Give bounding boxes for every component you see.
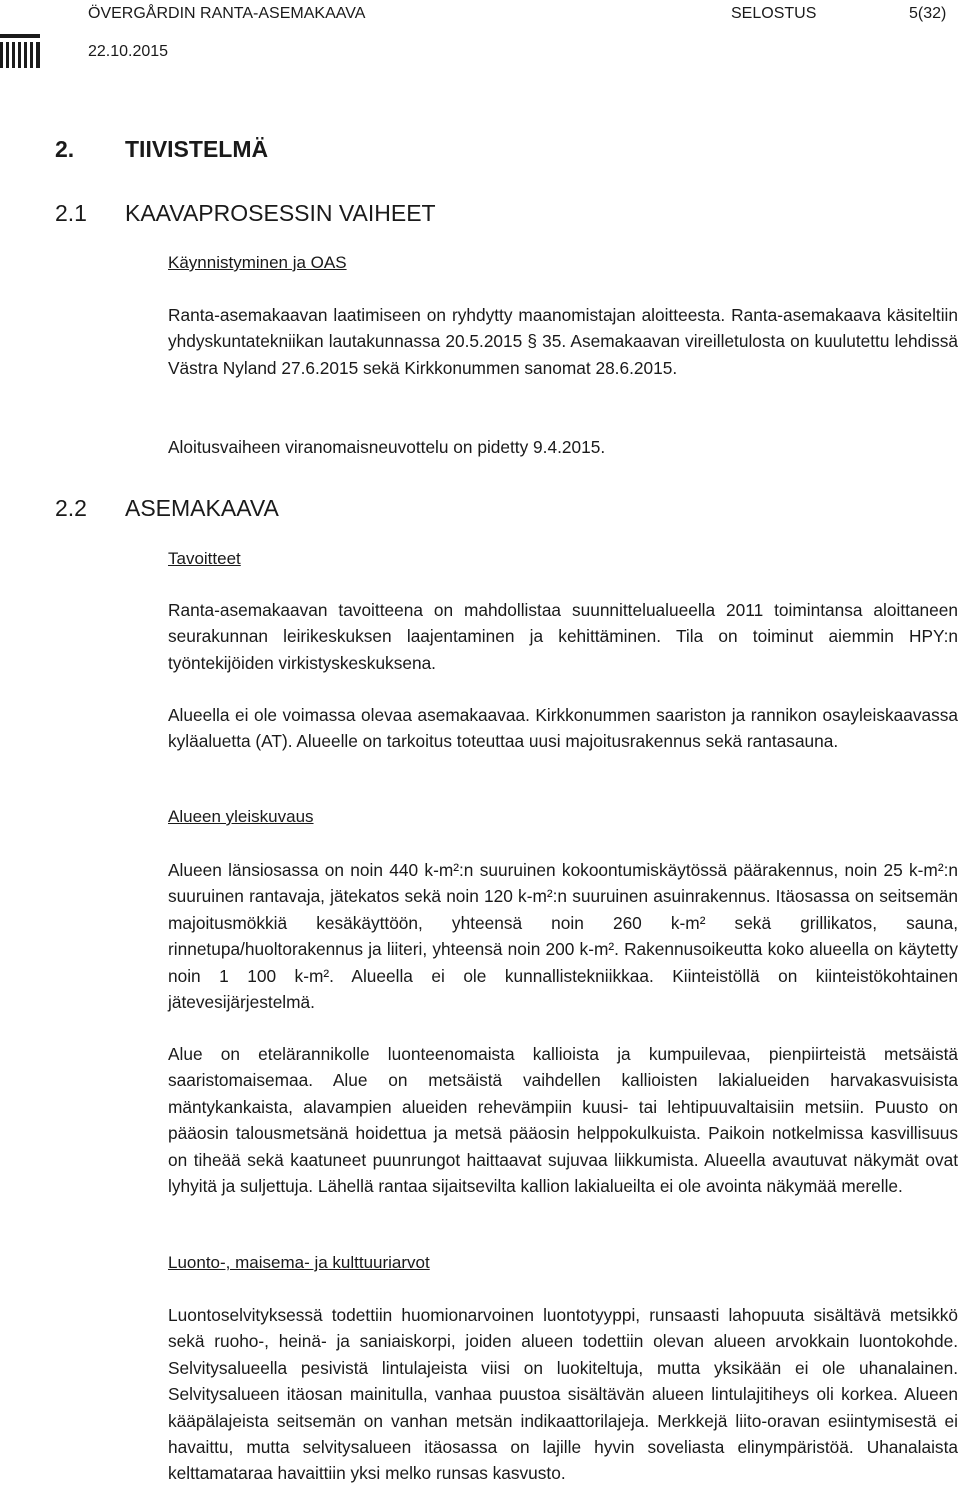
paragraph-yleiskuvaus-2: Alue on etelärannikolle luonteenomaista kallioista ja kumpuilevaa, pienpiirteistä metsäistä saaristomaisemaa. Alue on metsäistä vaihdellen kallioisten lakialueiden harvakasvuisista mäntykankaista, alavampien alueiden rehevämpiin kuusi- tai lehtipuuvaltaisiin metsiin. Puusto on pääosin talousmetsänä hoidettua ja metsä pääosin helppokulkuista. Paikoin notkelmissa kasvillisuus on tiheää sekä kaatuneet puunrungot haittaavat sujuvaa liikkumista. Alueella avautuvat näkymät ovat lyhyitä ja suljettuja. Lähellä rantaa sijaitsevilta kallion lakialueilta ei ole avointa näkymää merelle. <box>168 1044 958 1197</box>
paragraph-kaynnistyminen: Ranta-asemakaavan laatimiseen on ryhdytty maanomistajan aloitteesta. Ranta-asemakaava käsiteltiin yhdyskuntatekniikan lautakunnassa 20.5.2015 § 35. Asemakaavan vireilletulosta on kuulutettu lehdissä Västra Nyland 27.6.2015 sekä Kirkkonummen sanomat 28.6.2015. <box>168 305 958 378</box>
company-logo-icon <box>0 34 40 68</box>
section-title: KAAVAPROSESSIN VAIHEET <box>125 200 436 226</box>
paragraph-luonto: Luontoselvityksessä todettiin huomionarvoinen luontotyyppi, runsaasti lahopuuta sisältävä metsikkö sekä ruoho-, heinä- ja saniaiskorpi, joiden alueen todettiin olevan alueen arvokkain luontokohde. Selvitysalueella pesivistä lintulajeista viisi on luokiteltuja, mutta yksikään ei ole uhanalainen. Selvitysalueen itäosan mainitulla, vanhaa puustoa sisältävän alueen lintulajitiheys oli korkea. Alueen kääpälajeista seitsemän on vanhan metsän indikaattorilajeja. Merkkejä liito-oravan esiintymisestä ei havaittu, mutta selvitysalueen itäosassa on lajille hyvin soveliasta elinympäristöä. Uhanalaista kelttamataraa havaittiin yksi melko runsas kasvusto. <box>168 1305 958 1484</box>
document-title: ÖVERGÅRDIN RANTA-ASEMAKAAVA <box>88 5 366 22</box>
section-number: 2.2 <box>55 495 87 521</box>
section-number: 2. <box>55 136 75 162</box>
document-date: 22.10.2015 <box>88 43 169 60</box>
subheading-yleiskuvaus: Alueen yleiskuvaus <box>168 807 314 826</box>
document-type: SELOSTUS <box>731 5 817 22</box>
subheading-kaynnistyminen: Käynnistyminen ja OAS <box>168 253 347 272</box>
section-number: 2.1 <box>55 200 87 226</box>
page-header <box>0 0 960 70</box>
paragraph-yleiskuvaus-1: Alueen länsiosassa on noin 440 k-m²:n suuruinen kokoontumiskäytössä päärakennus, noin 25 k-m²:n suuruinen rantavaja, jätekatos sekä noin 120 k-m²:n suuruinen asuinrakennus. Itäosassa on seitsemän majoitusmökkiä kesäkäyttöön, yhteensä noin 260 k-m² sekä grillikatos, sauna, rinnetupa/huoltorakennus ja liiteri, yhteensä noin 200 k-m². Rakennusoikeutta koko alueella on käytetty noin 1 100 k-m². Alueella ei ole kunnallistekniikkaa. Kiinteistöllä on kiinteistökohtainen jätevesijärjestelmä. <box>168 860 958 1013</box>
subheading-luonto: Luonto-, maisema- ja kulttuuriarvot <box>168 1253 430 1272</box>
section-title: ASEMAKAAVA <box>125 495 279 521</box>
paragraph-aloitusvaihe: Aloitusvaiheen viranomaisneuvottelu on pidetty 9.4.2015. <box>168 437 606 457</box>
paragraph-tavoitteet-1: Ranta-asemakaavan tavoitteena on mahdollistaa suunnittelualueella 2011 toimintansa aloittaneen seurakunnan leirikeskuksen laajentaminen ja kehittäminen. Tila on toiminut aiemmin HPY:n työntekijöiden virkistyskeskuksena. <box>168 600 958 673</box>
page-number: 5(32) <box>909 5 947 22</box>
paragraph-tavoitteet-2: Alueella ei ole voimassa olevaa asemakaavaa. Kirkkonummen saariston ja rannikon osayleiskaavassa kyläaluetta (AT). Alueelle on tarkoitus toteuttaa uusi majoitusrakennus sekä rantasauna. <box>168 705 958 752</box>
subheading-tavoitteet: Tavoitteet <box>168 549 241 568</box>
section-title: TIIVISTELMÄ <box>125 136 269 162</box>
